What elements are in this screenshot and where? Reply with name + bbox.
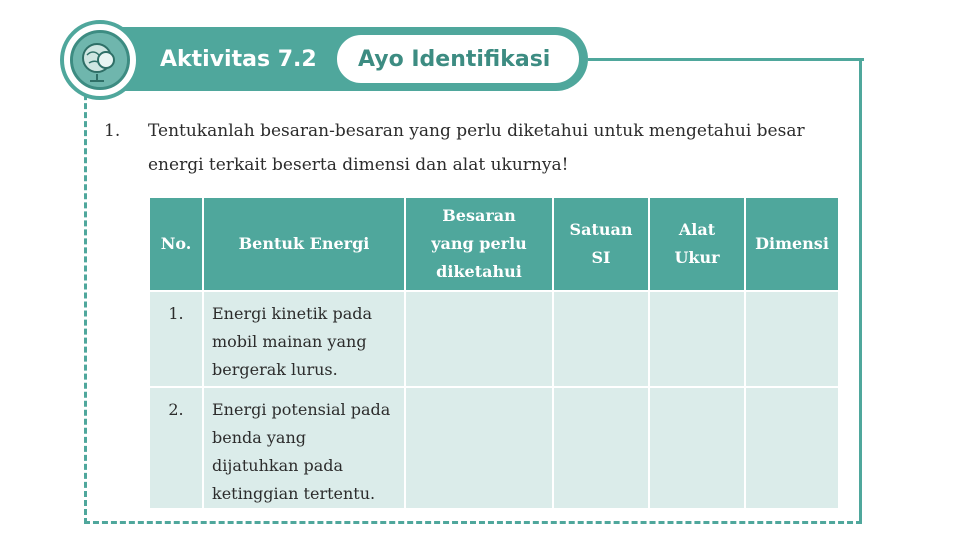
- cell-dimensi[interactable]: [745, 291, 839, 387]
- frame-top-border: [588, 58, 864, 61]
- header-satuan-si: Satuan SI: [553, 197, 649, 291]
- table-row: [149, 291, 839, 387]
- energy-table: [148, 196, 840, 510]
- table-header-row: [149, 197, 839, 291]
- row-energy-form: Energi kinetik pada mobil mainan yang bergerak lurus.: [203, 291, 405, 387]
- cell-dimensi[interactable]: [745, 387, 839, 509]
- header-besaran: Besaran yang perlu diketahui: [405, 197, 553, 291]
- header-alat-ukur: Alat Ukur: [649, 197, 745, 291]
- cell-alat-ukur[interactable]: [649, 387, 745, 509]
- header-no: No.: [149, 197, 203, 291]
- activity-title: Ayo Identifikasi: [358, 47, 551, 72]
- cell-satuan[interactable]: [553, 291, 649, 387]
- row-number: 1.: [149, 291, 203, 387]
- header-bentuk-energi: Bentuk Energi: [203, 197, 405, 291]
- cell-alat-ukur[interactable]: [649, 291, 745, 387]
- table-row: [149, 387, 839, 509]
- activity-label: Aktivitas 7.2: [160, 47, 317, 72]
- cell-satuan[interactable]: [553, 387, 649, 509]
- question-number: 1.: [104, 121, 121, 141]
- globe-magnifier-icon: [70, 30, 130, 90]
- header-dimensi: Dimensi: [745, 197, 839, 291]
- row-energy-form: Energi potensial pada benda yang dijatuhkan pada ketinggian tertentu.: [203, 387, 405, 509]
- question-text: Tentukanlah besaran-besaran yang perlu diketahui untuk mengetahui besar energi terkait beserta dimensi dan alat ukurnya!: [148, 121, 805, 175]
- cell-besaran[interactable]: [405, 291, 553, 387]
- row-number: 2.: [149, 387, 203, 509]
- cell-besaran[interactable]: [405, 387, 553, 509]
